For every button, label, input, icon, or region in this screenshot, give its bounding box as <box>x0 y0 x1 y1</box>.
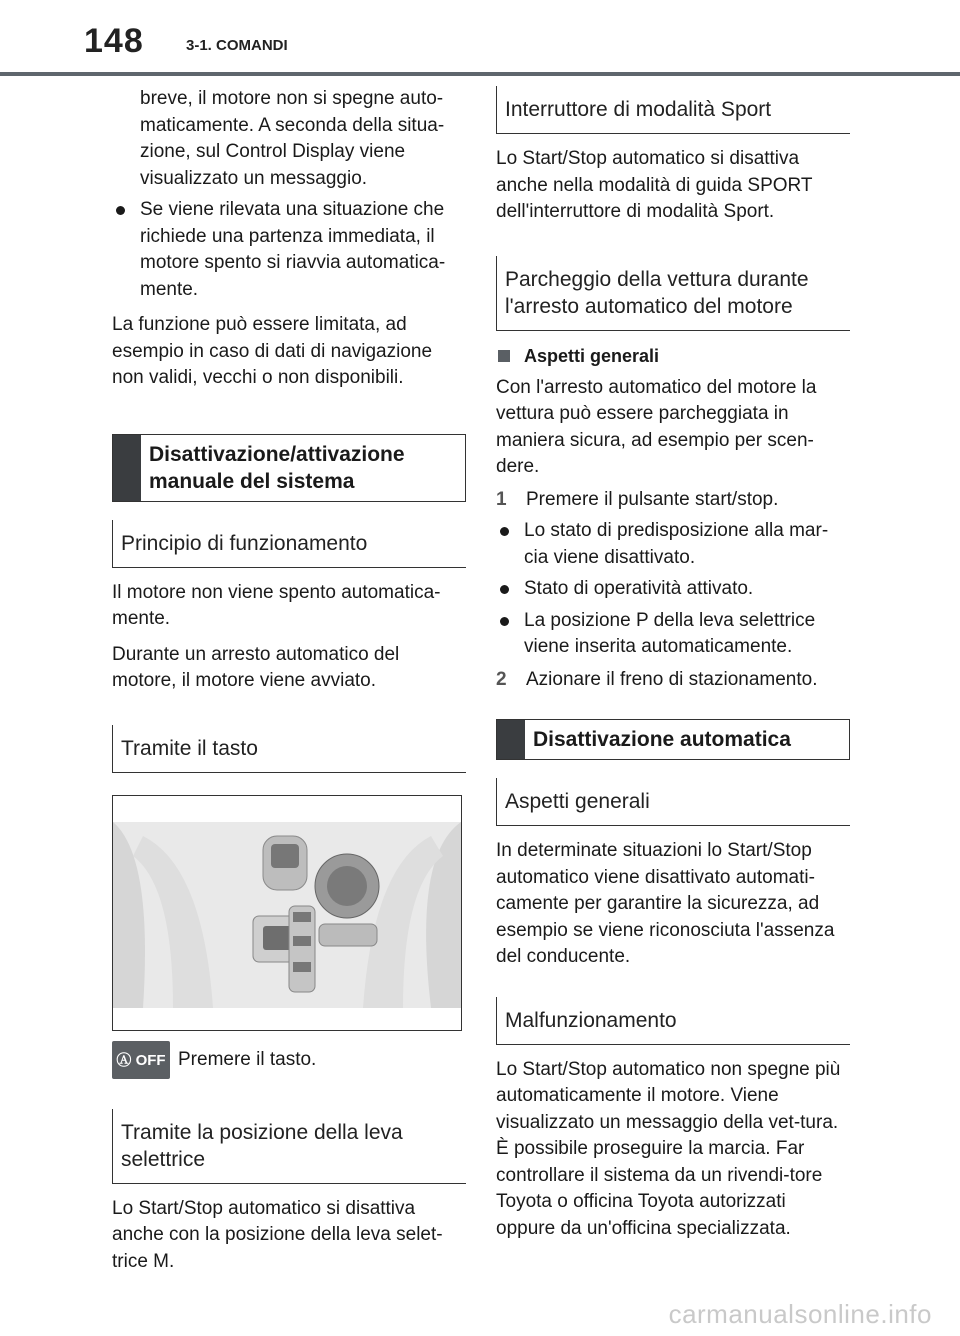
bullet-item <box>496 518 850 571</box>
subsection-heading: Malfunzionamento <box>496 997 850 1045</box>
subsection-heading: Parcheggio della vettura durante l'arresto automatico del motore <box>496 256 850 331</box>
bullet-dot-icon <box>500 617 509 626</box>
minor-heading-text: Aspetti generali <box>524 345 660 366</box>
page-number: 148 <box>84 22 144 60</box>
step-item <box>496 667 850 694</box>
bullet-text: Stato di operatività attivato. <box>524 578 754 599</box>
minor-heading <box>496 343 850 369</box>
step-number: 1 <box>496 488 507 510</box>
bullet-text: Se viene rilevata una situazione che richiede una partenza immediata, il motore spento si riavvia automatica-mente. <box>140 199 446 300</box>
watermark: carmanualsonline.info <box>668 1299 932 1329</box>
heading-bar <box>113 435 141 501</box>
subsection-heading: Tramite la posizione della leva selettrice <box>112 1109 466 1184</box>
bullet-item <box>112 197 466 303</box>
bullet-text: La posizione P della leva selettrice viene inserita automaticamente. <box>524 609 816 657</box>
paragraph: Durante un arresto automatico del motore, il motore viene avviato. <box>112 643 400 691</box>
subsection-heading: Interruttore di modalità Sport <box>496 86 850 134</box>
key-instruction-text: Premere il tasto. <box>178 1048 317 1070</box>
bullet-item <box>496 608 850 661</box>
section-heading-text: Disattivazione/attivazione manuale del sistema <box>149 442 405 493</box>
section-heading <box>496 719 850 760</box>
step-text: Azionare il freno di stazionamento. <box>526 668 818 690</box>
bullet-dot-icon <box>116 206 125 215</box>
subsection-heading: Principio di funzionamento <box>112 520 466 568</box>
subsection-heading: Tramite il tasto <box>112 725 466 773</box>
paragraph: Il motore non viene spento automatica-mente. <box>112 581 441 629</box>
paragraph: Lo Start/Stop automatico non spegne più automaticamente il motore. Viene visualizzato un messaggio della vet-tura. È possibile proseguire la marcia. Far controllare il sistema da un rivendi-tore Toyota o officina Toyota autorizzati oppure da un'officina specializzata. <box>496 1058 841 1239</box>
step-number: 2 <box>496 668 507 690</box>
bullet-dot-icon <box>500 585 509 594</box>
step-item <box>496 487 850 514</box>
paragraph: Lo Start/Stop automatico si disattiva anche nella modalità di guida SPORT dell'interruttore di modalità Sport. <box>496 148 813 222</box>
bullet-text: Lo stato di predisposizione alla mar-cia viene disattivato. <box>524 520 829 568</box>
left-column <box>112 86 466 1275</box>
section-title: 3-1. COMANDI <box>186 37 288 54</box>
continued-text: breve, il motore non si spegne auto-maticamente. A seconda della situa-zione, sul Control Display viene visualizzato un messaggio. <box>140 88 445 189</box>
square-bullet-icon <box>498 350 510 362</box>
page-header <box>0 0 960 78</box>
console-photo <box>112 795 462 1031</box>
center-console-illustration <box>113 796 461 1030</box>
header-divider <box>0 72 960 76</box>
step-text: Premere il pulsante start/stop. <box>526 488 779 510</box>
auto-start-stop-off-icon: Ⓐ OFF <box>112 1041 170 1079</box>
key-instruction <box>112 1041 466 1079</box>
paragraph: Con l'arresto automatico del motore la vettura può essere parcheggiata in maniera sicura, ad esempio per scen-dere. <box>496 376 817 477</box>
bullet-dot-icon <box>500 527 509 536</box>
paragraph: La funzione può essere limitata, ad esempio in caso di dati di navigazione non validi, vecchi o non disponibili. <box>112 314 433 388</box>
heading-bar <box>497 720 525 759</box>
bullet-item <box>496 576 850 603</box>
subsection-heading: Aspetti generali <box>496 778 850 826</box>
paragraph: In determinate situazioni lo Start/Stop automatico viene disattivato automati-camente per garantire la sicurezza, ad esempio se viene riconosciuta l'assenza del conducente. <box>496 840 835 967</box>
section-heading <box>112 434 466 502</box>
section-heading-text: Disattivazione automatica <box>533 728 791 751</box>
right-column <box>496 86 850 1242</box>
paragraph: Lo Start/Stop automatico si disattiva anche con la posizione della leva selet-trice M. <box>112 1197 443 1272</box>
